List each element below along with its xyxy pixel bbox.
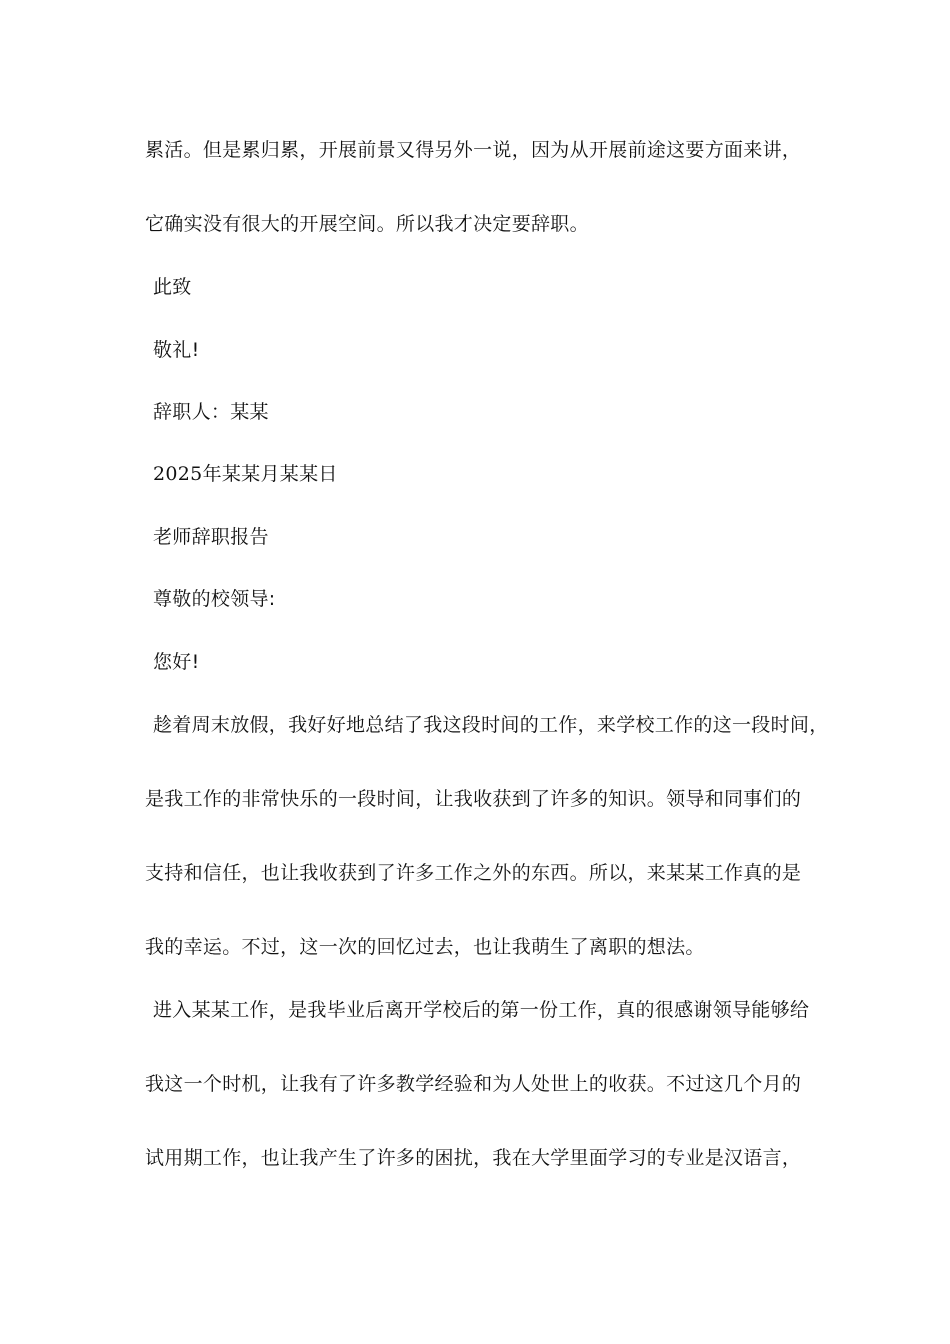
- paragraph-line: 趁着周末放假，我好好地总结了我这段时间的工作，来学校工作的这一段时间，: [153, 714, 829, 736]
- paragraph-line: 是我工作的非常快乐的一段时间，让我收获到了许多的知识。领导和同事们的: [145, 788, 802, 810]
- paragraph-line: 试用期工作，也让我产生了许多的困扰，我在大学里面学习的专业是汉语言，: [145, 1147, 802, 1169]
- date-year: 2025: [153, 463, 203, 485]
- paragraph-line: 累活。但是累归累，开展前景又得另外一说，因为从开展前途这要方面来讲，: [145, 139, 802, 161]
- paragraph-line: 我这一个时机，让我有了许多教学经验和为人处世上的收获。不过这几个月的: [145, 1073, 802, 1095]
- paragraph-line: 我的幸运。不过，这一次的回忆过去，也让我萌生了离职的想法。: [145, 936, 705, 958]
- greeting: 您好!: [153, 651, 200, 673]
- paragraph-line: 它确实没有很大的开展空间。所以我才决定要辞职。: [145, 213, 589, 235]
- date-line: [153, 462, 338, 486]
- closing-salutation: 此致: [153, 276, 192, 298]
- closing-regards: 敬礼!: [153, 339, 200, 361]
- date-rest: 年某某月某某日: [202, 463, 338, 485]
- paragraph-line: 支持和信任，也让我收获到了许多工作之外的东西。所以，来某某工作真的是: [145, 862, 802, 884]
- report-title: 老师辞职报告: [153, 526, 269, 548]
- signature-line: 辞职人：某某: [153, 401, 269, 423]
- paragraph-line: 进入某某工作，是我毕业后离开学校后的第一份工作，真的很感谢领导能够给: [153, 999, 810, 1021]
- salutation: 尊敬的校领导:: [153, 588, 276, 610]
